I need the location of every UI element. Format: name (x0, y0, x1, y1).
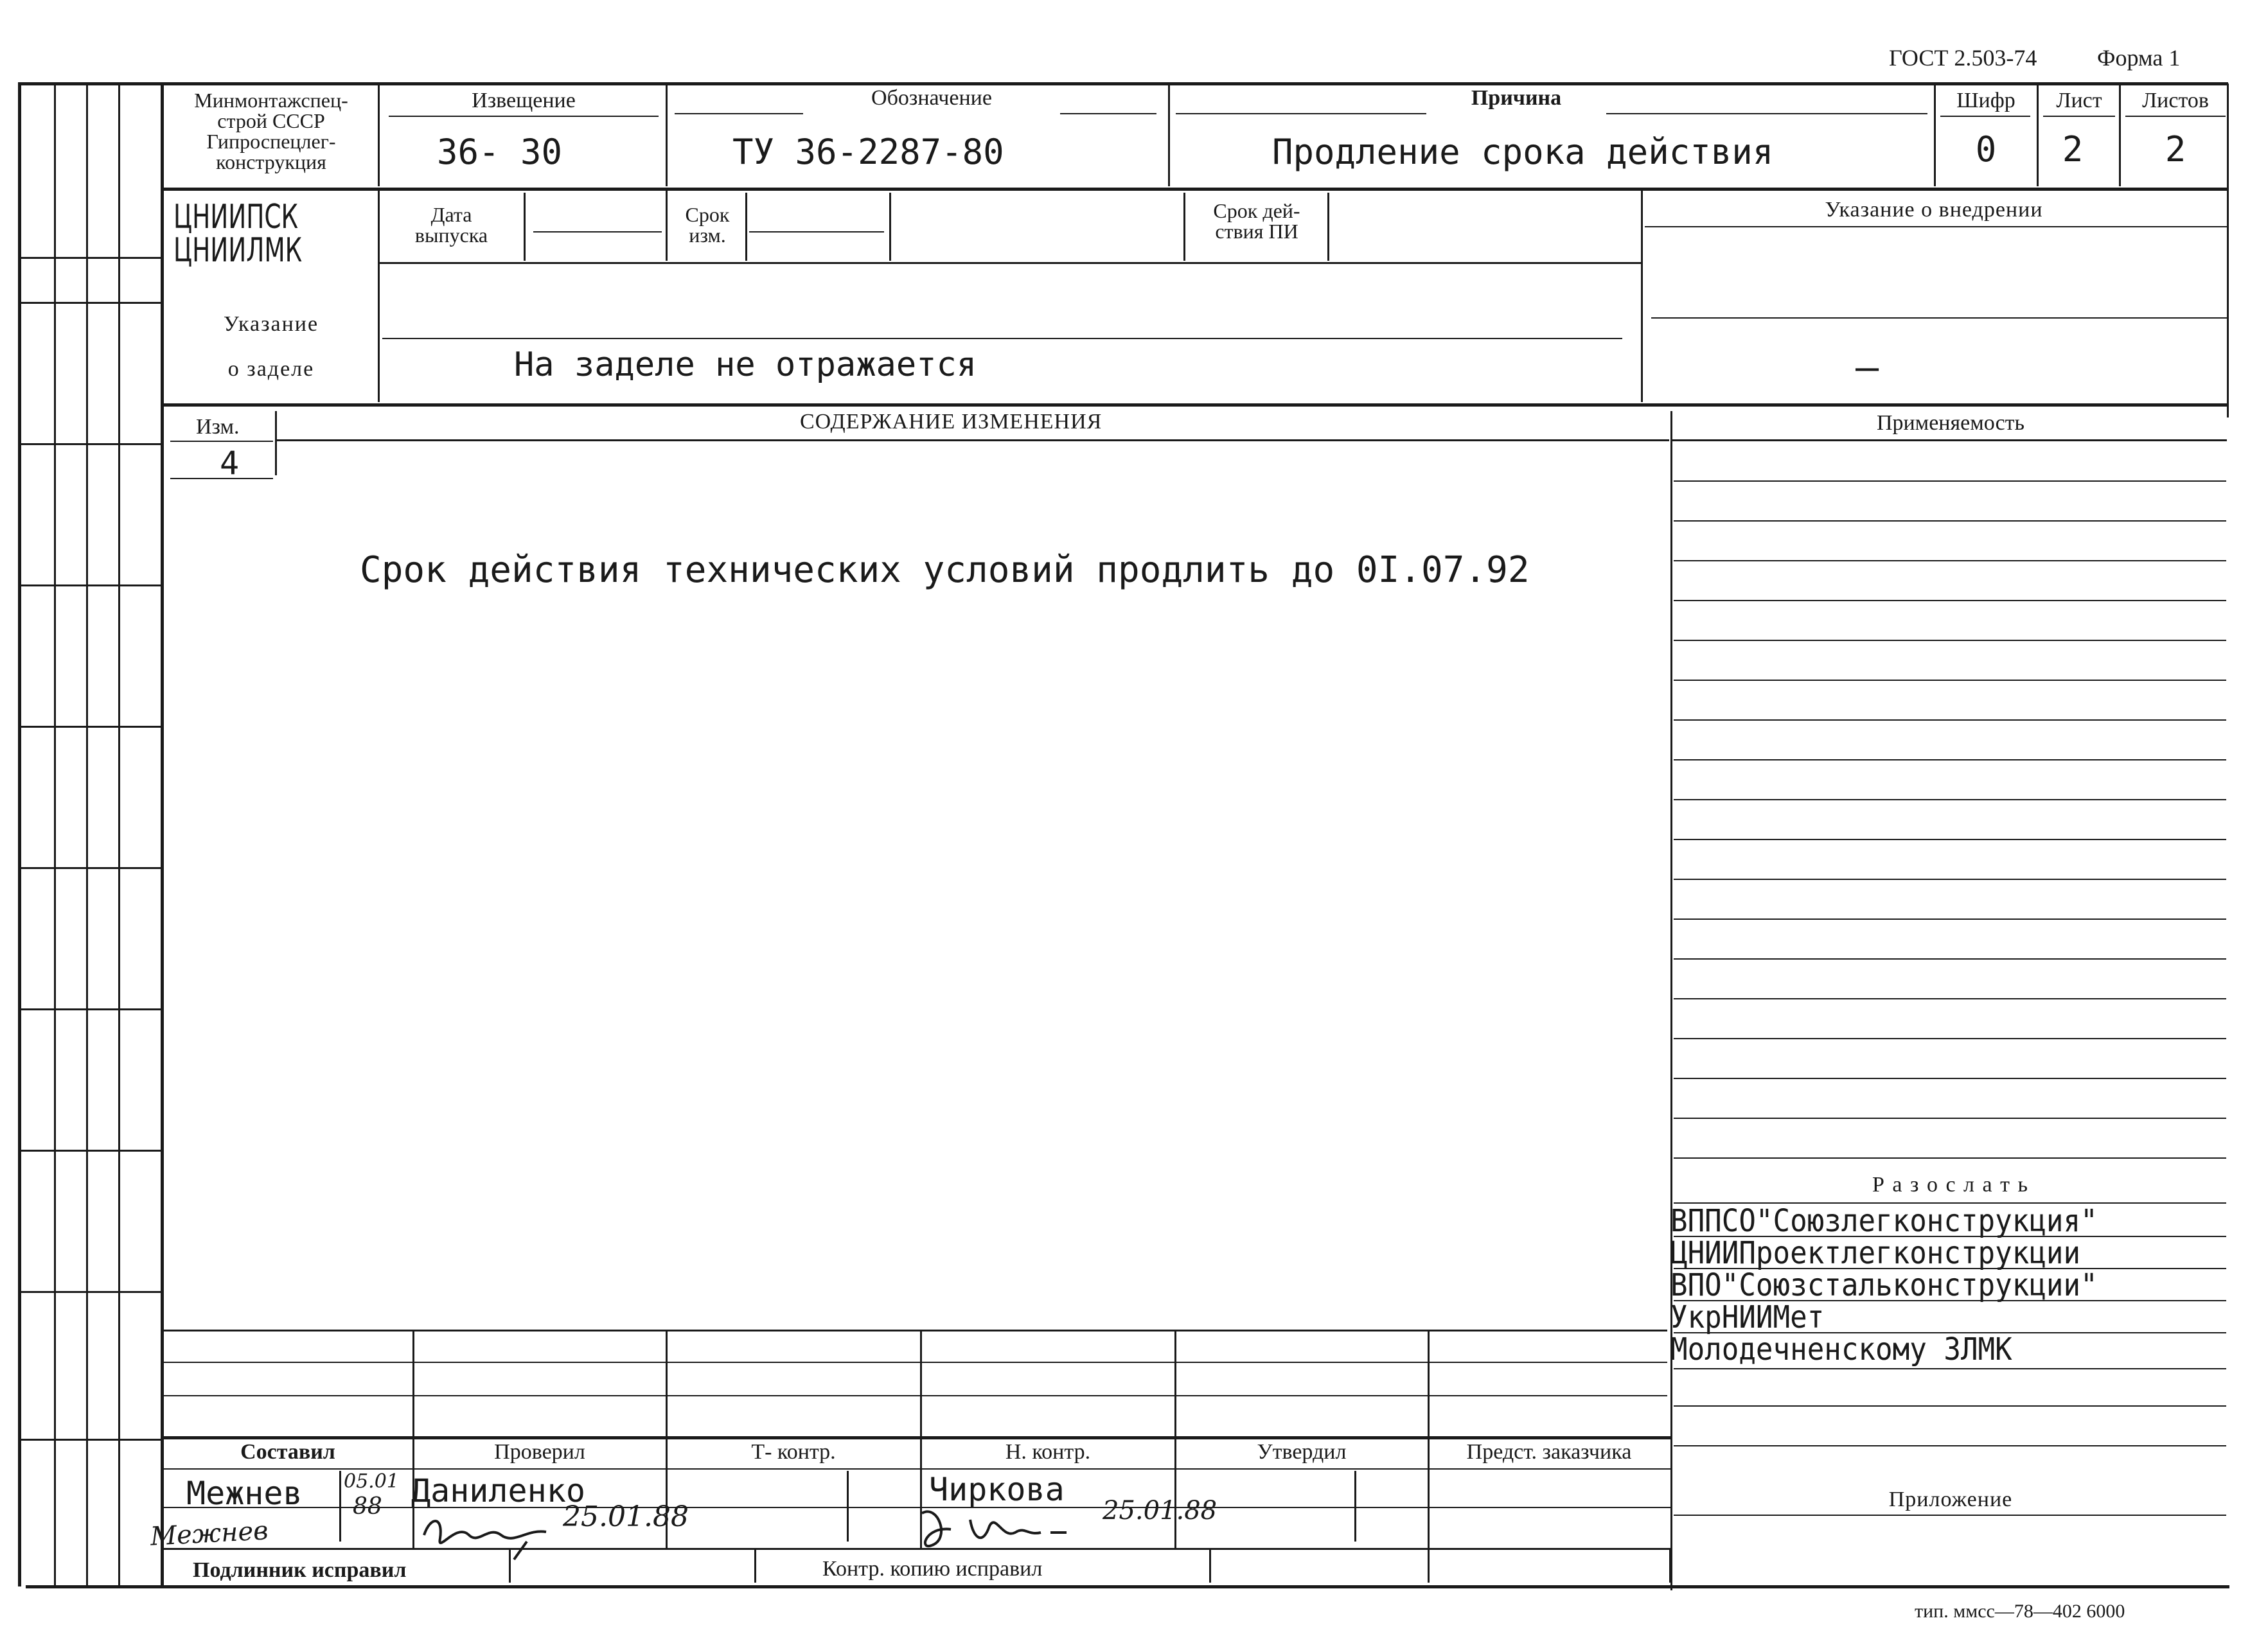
org-stamp: ЦНИИПСК ЦНИИЛМК (173, 198, 303, 270)
implementation-label: Указание о внедрении (1825, 198, 2043, 222)
frame-top-line (18, 82, 2228, 85)
print-info: тип. ммсс—78—402 6000 (1915, 1601, 2125, 1622)
checked-date: 25.01.88 (563, 1500, 689, 1533)
organization-name: Минмонтажспец- строй СССР Гипроспецлег- конструкция (194, 89, 348, 173)
notice-label: Извещение (472, 89, 576, 112)
distribution-item: ЦНИИПроектлегконструкции (1670, 1235, 2081, 1271)
distribution-item: УкрНИИМет (1670, 1299, 1825, 1335)
implementation-value: — (1856, 345, 1879, 390)
content-title: СОДЕРЖАНИЕ ИЗМЕНЕНИЯ (800, 410, 1103, 434)
composed-label: Составил (240, 1440, 335, 1464)
distribute-label: Р а з о с л а т ь (1872, 1173, 2029, 1197)
copy-fixed-label: Контр. копию исправил (822, 1557, 1043, 1581)
code-label: Шифр (1956, 89, 2015, 112)
pi-term-label: Срок дей- ствия ПИ (1213, 199, 1300, 243)
checked-label: Проверил (494, 1440, 585, 1464)
change-term-field[interactable] (749, 231, 884, 233)
customer-rep-label: Предст. заказчика (1466, 1440, 1632, 1464)
applicability-label: Применяемость (1876, 411, 2025, 435)
reserve-label: Указание о заделе (223, 312, 319, 381)
gost-number: ГОСТ 2.503-74 (1889, 45, 2037, 71)
designation-value: ТУ 36-2287-80 (732, 132, 1004, 172)
distribution-item: ВППСО"Союзлегконструкция" (1670, 1203, 2098, 1239)
composed-signature: Межнев (149, 1516, 269, 1552)
reserve-value: На заделе не отражается (514, 346, 977, 384)
original-fixed-label: Подлинник исправил (193, 1558, 407, 1582)
norm-control-signature (912, 1500, 1079, 1558)
attachment-label: Приложение (1888, 1488, 2013, 1511)
sheets-value: 2 (2165, 129, 2186, 170)
code-value: 0 (1975, 129, 1997, 170)
composed-name: Межнев (186, 1475, 303, 1512)
t-control-label: Т- контр. (751, 1440, 836, 1464)
distribution-list (1670, 1205, 2098, 1366)
distribution-item: ВПО"Союзстальконструкции" (1670, 1267, 2098, 1303)
reason-label: Причина (1471, 86, 1562, 110)
n-control-label: Н. контр. (1005, 1440, 1091, 1464)
norm-control-date: 25.01.88 (1103, 1496, 1218, 1525)
reason-value: Продление срока действия (1272, 132, 1774, 172)
change-no-value: 4 (220, 444, 240, 482)
notice-number: 36- 30 (437, 132, 563, 172)
approved-label: Утвердил (1257, 1440, 1347, 1464)
checked-name: Даниленко (411, 1472, 585, 1509)
sheet-label: Лист (2056, 89, 2102, 112)
change-no-label: Изм. (196, 415, 240, 439)
sheet-value: 2 (2062, 129, 2084, 170)
change-content-text: Срок действия технических условий продлить до 0I.07.92 (360, 549, 1530, 591)
issue-date-field[interactable] (533, 231, 662, 233)
frame-bottom-line (26, 1585, 2229, 1588)
norm-control-name: Чиркова (929, 1471, 1065, 1508)
form-number: Форма 1 (2097, 45, 2181, 71)
composed-date: 05.01 88 (344, 1470, 399, 1520)
change-term-label: Срок изм. (685, 203, 730, 247)
designation-label: Обозначение (871, 86, 992, 110)
issue-date-label: Дата выпуска (414, 203, 488, 247)
checked-signature (418, 1509, 565, 1561)
distribution-item: Молодечненскому ЗЛМК (1670, 1331, 2012, 1367)
sheets-label: Листов (2142, 89, 2209, 112)
